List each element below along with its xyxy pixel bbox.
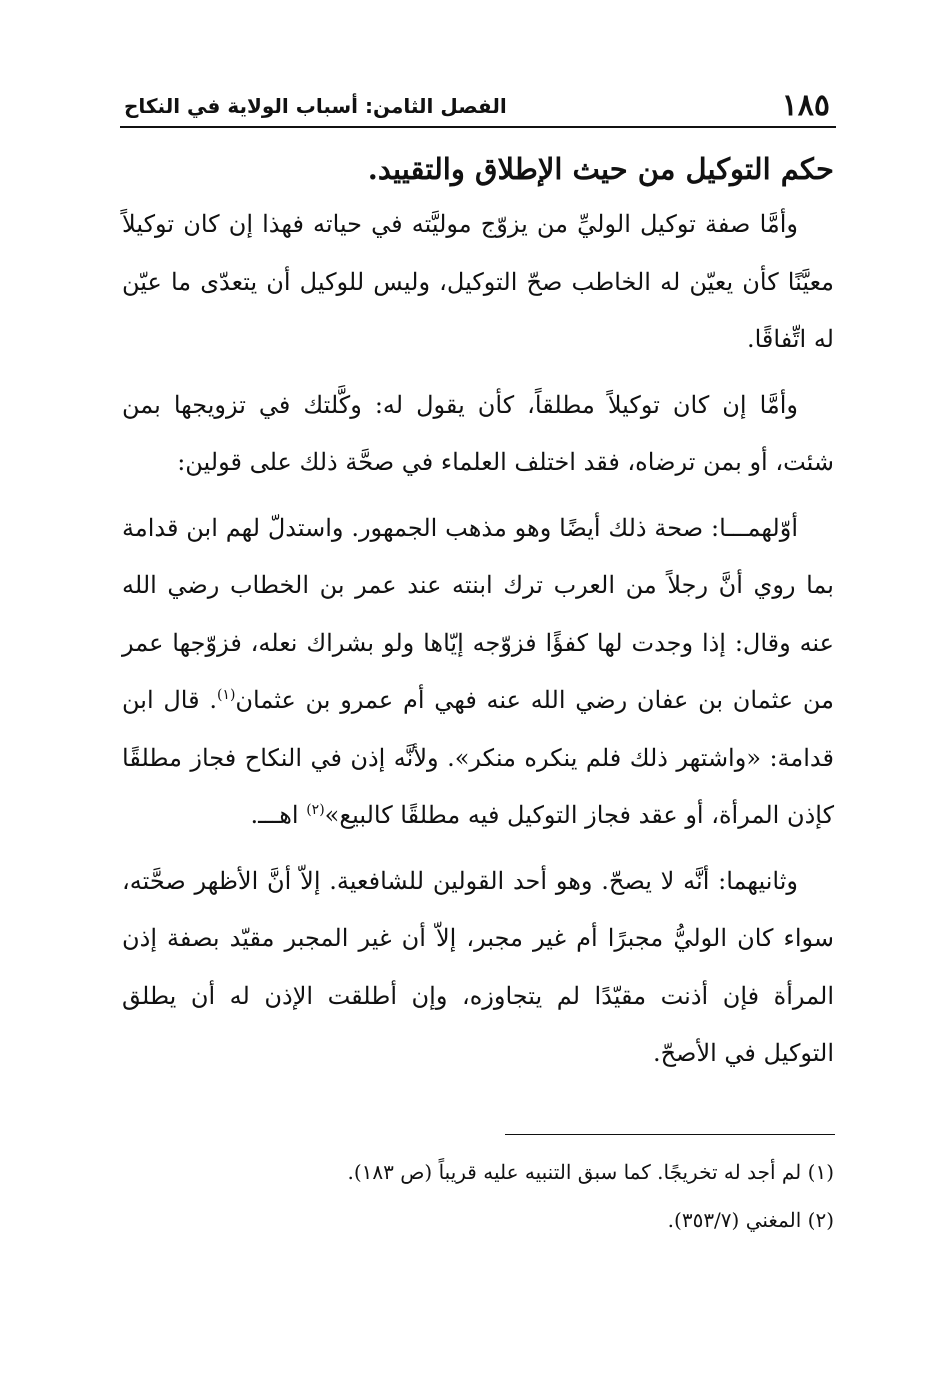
paragraph-4: وثانيهما: أنَّه لا يصحّ. وهو أحد القولين للشافعية. إلاّ أنَّ الأظهر صحَّته، سواء كان الوليُّ مجبرًا أم غير مجبر، إلاّ أن غير المجبر مقيّد بصفة إذن المرأة فإن أذنت مقيّدًا لم يتجاوزه، وإن أطلقت الإذن له أن يطلق التوكيل في الأصحّ. — [122, 866, 834, 1067]
footnote-divider — [505, 1134, 835, 1135]
paragraph-1: وأمَّا صفة توكيل الوليِّ من يزوّج موليَّته في حياته فهذا إن كان توكيلاً معيَّنًا كأن يعيّن له الخاطب صحّ التوكيل، وليس للوكيل أن يتعدّى ما عيّن له اتِّفاقًا. — [122, 210, 834, 353]
paragraph-3-text-b: . قال ابن قدامة: «واشتهر ذلك فلم ينكره منكر». ولأنَّه إذن في النكاح فجاز مطلقًا كإذن المرأة، أو عقد فجاز التوكيل فيه مطلقًا كالبيع» — [122, 686, 834, 829]
page-header — [120, 86, 836, 128]
page-body — [122, 146, 834, 1083]
paragraph-2: وأمَّا إن كان توكيلاً مطلقاً، كأن يقول له: وكَّلتك في تزويجها بمن شئت، أو بمن ترضاه، فقد اختلف العلماء في صحَّة ذلك على قولين: — [122, 390, 834, 476]
page-number: ١٨٥ — [781, 88, 830, 123]
footnote-1: (١) لم أجد له تخريجًا. كما سبق التنبيه عليه قريباً (ص ١٨٣). — [347, 1160, 834, 1184]
footnote-ref-1[interactable]: (١) — [216, 687, 236, 703]
running-title: الفصل الثامن: أسباب الولاية في النكاح — [124, 94, 507, 118]
paragraph-3-text-c: اهـــ. — [250, 801, 307, 829]
paragraph-3-text-a: أوّلهمـــا: صحة ذلك أيضًا وهو مذهب الجمهور. واستدلّ لهم ابن قدامة بما روي أنَّ رجلاً من العرب ترك ابنته عند عمر بن الخطاب رضي الله عنه وقال: إذا وجدت لها كفؤًا فزوّجه إيّاها ولو بشراك نعله، فزوّجها عمر من عثمان بن عفان رضي الله عنه فهي أم عمرو بن عثمان — [122, 513, 834, 714]
footnote-ref-2[interactable]: (٢) — [306, 802, 325, 818]
footnotes — [122, 1148, 834, 1244]
paragraph-3 — [122, 500, 834, 845]
section-title: حكم التوكيل من حيث الإطلاق والتقييد. — [367, 152, 834, 186]
footnote-2: (٢) المغني (٣٥٣/٧). — [667, 1208, 834, 1232]
